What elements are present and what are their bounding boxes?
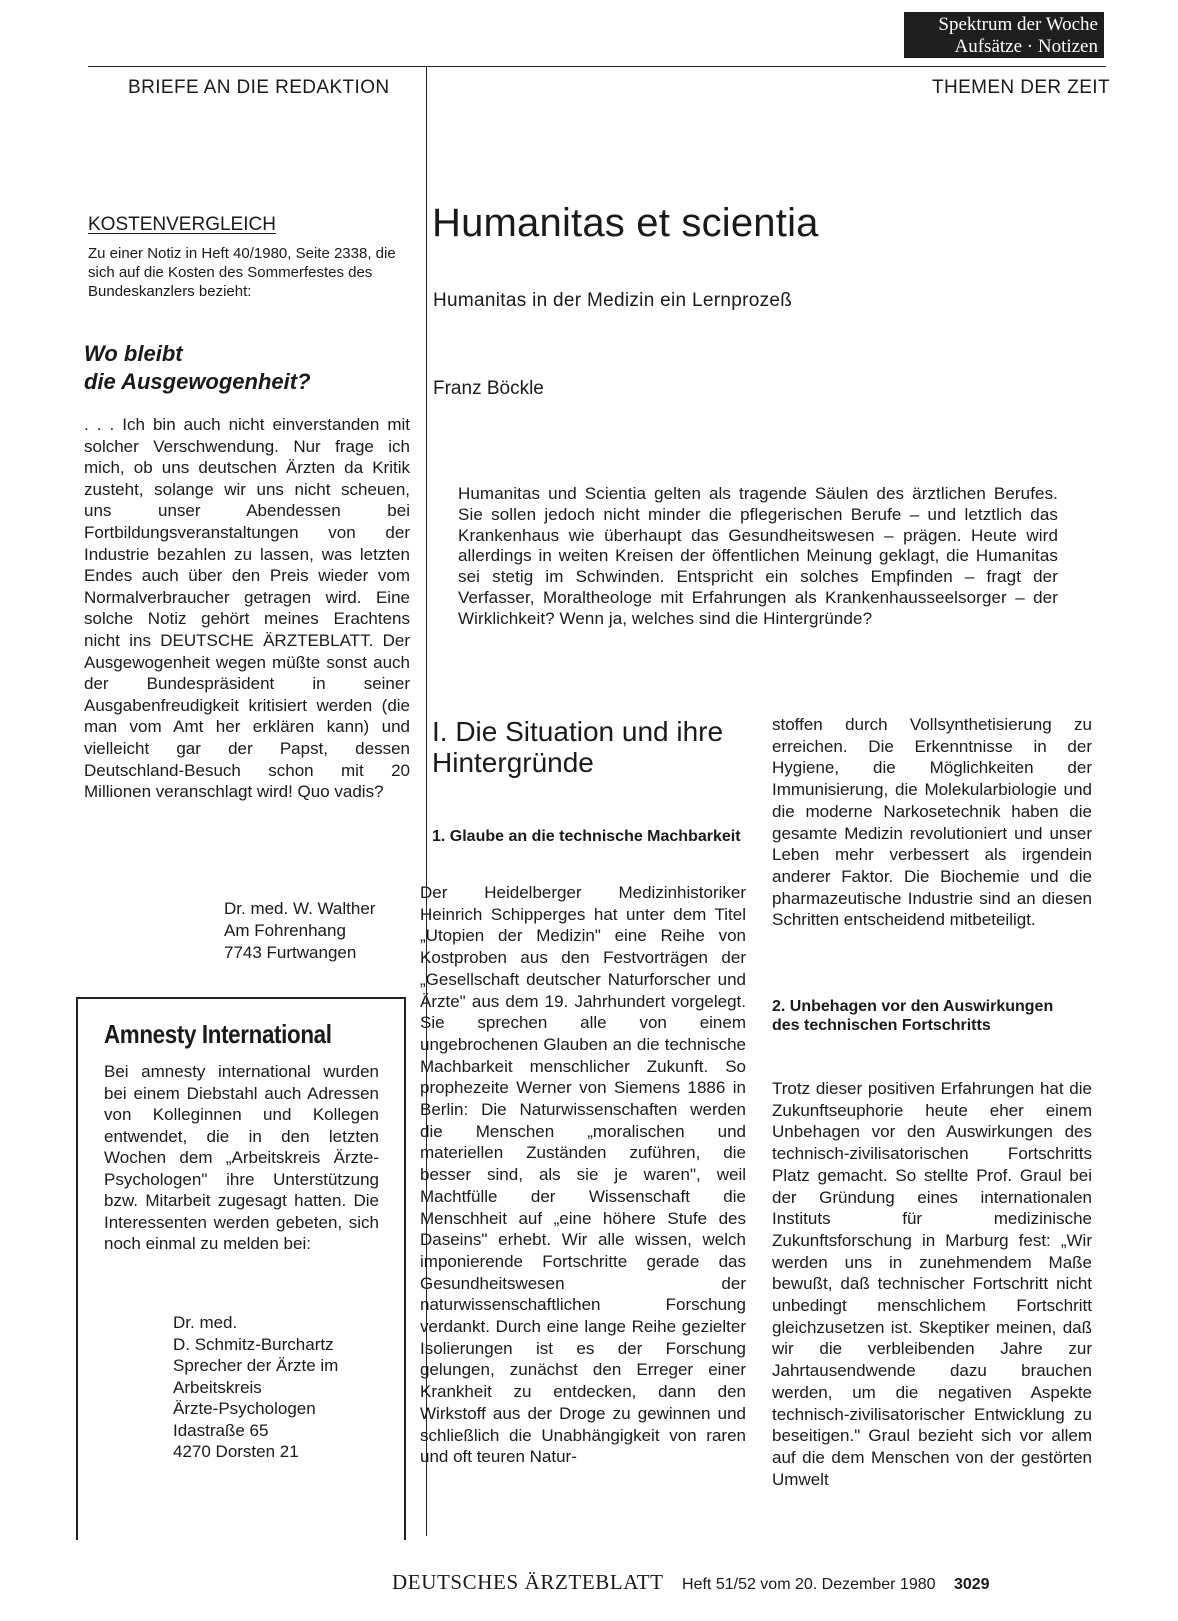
letter-signature (224, 898, 375, 964)
badge-line-2: Aufsätze · Notizen (954, 36, 1098, 57)
letter-intro: Zu einer Notiz in Heft 40/1980, Seite 2338, die sich auf die Kosten des Sommerfestes des Bundeskanzlers bezieht: (88, 245, 396, 300)
article-author: Franz Böckle (433, 378, 544, 399)
address-line: Arbeitskreis (173, 1377, 262, 1397)
section-badge (904, 12, 1104, 58)
letter-headline (84, 340, 414, 396)
article-column-2-bottom: Trotz dieser positiven Erfahrungen hat die Zukunftseuphorie heute eher einem Unbehagen vor den Auswirkungen des technisch-zivilisatorischen Fortschritts Platz gemacht. So stellte Prof. Graul bei der Gründung eines internationalen Instituts für medizinische Zukunftsforschung in Marburg fest: „Wir werden uns in zunehmendem Maße bewußt, daß technischer Fortschritt nicht unbedingt menschlichem Fortschritt gleichzusetzen ist. Skeptiker meinen, daß wir die verbleibenden Jahre zur Jahrtausendwende dazu brauchen werden, um die negativen Aspekte technisch-zivilisatorischer Entwicklung zu beseitigen." Graul bezieht sich vor allem auf die dem Menschen von der gestörten Umwelt (772, 1079, 1092, 1489)
subheading-2: 2. Unbehagen vor den Auswirkungen des technischen Fortschritts (772, 998, 1054, 1034)
amnesty-title: Amnesty International (104, 1019, 332, 1049)
signature-line: Dr. med. W. Walther (224, 899, 376, 918)
address-line: 4270 Dorsten 21 (173, 1442, 299, 1461)
address-line: Ärzte-Psychologen (173, 1399, 316, 1418)
letter-headline-line-1: Wo bleibt (84, 341, 183, 366)
address-line: D. Schmitz-Burchartz (173, 1334, 334, 1354)
article-subtitle: Humanitas in der Medizin ein Lernprozeß (433, 290, 793, 311)
header-rule (88, 66, 1106, 67)
letter-body: . . . Ich bin auch nicht einverstanden mit solcher Verschwendung. Nur frage ich mich, ob uns deutschen Ärzten da Kritik zusteht, solange wir uns nicht scheuen, uns unser Abendessen bei Fortbildungsveranstaltungen von der Industrie bezahlen zu lassen, was letzten Endes auch über den Preis wieder vom Normalverbraucher getragen wird. Eine solche Notiz gehört meines Erachtens nicht ins DEUTSCHE ÄRZTEBLATT. Der Ausgewogenheit wegen müßte sonst auch der Bundespräsident in seiner Ausgabenfreudigkeit kritisiert werden (die man vom Amt her erklären kann) und vielleicht gar der Papst, dessen Deutschland-Besuch schon mit 20 Millionen veranschlagt wird! Quo vadis? (84, 415, 410, 802)
amnesty-body: Bei amnesty international wurden bei einem Diebstahl auch Adressen von Kolleginnen und Kollegen entwendet, die in den letzten Wochen dem „Arbeitskreis Ärzte-Psychologen" ihre Unterstützung bzw. Mitarbeit zugesagt hatten. Die Interessenten werden gebeten, sich noch einmal zu melden bei: (104, 1062, 379, 1253)
amnesty-box (76, 997, 406, 1540)
footer-issue: Heft 51/52 vom 20. Dezember 1980 (682, 1576, 936, 1593)
header-right: THEMEN DER ZEIT (931, 77, 1110, 98)
signature-line: 7743 Furtwangen (224, 943, 357, 962)
letter-section-title: KOSTENVERGLEICH (88, 214, 276, 235)
address-line: Sprecher der Ärzte im (173, 1356, 339, 1375)
subheading-1: 1. Glaube an die technische Machbarkeit (432, 828, 741, 845)
page-footer (392, 1570, 990, 1595)
badge-line-1: Spektrum der Woche (938, 14, 1098, 35)
page-number: 3029 (953, 1576, 990, 1593)
section-heading: I. Die Situation und ihre Hintergründe (432, 716, 724, 778)
article-column-1: Der Heidelberger Medizinhistoriker Heinrich Schipperges hat unter dem Titel „Utopien der Medizin" eine Reihe von Kostproben aus den Festvorträgen der „Gesellschaft deutscher Naturforscher und Ärzte" aus dem 19. Jahrhundert vorgelegt. Sie sprechen alle von einem ungebrochenen Glauben an die technische Machbarkeit menschlicher Zukunft. So prophezeite Werner von Siemens 1886 in Berlin: Die Naturwissenschaften werden die Menschen „moralischen und materiellen Zuständen zuführen, die besser sind, als sie je waren", weil Machtfülle der Wissenschaft die Menschheit auf „eine höhere Stufe des Daseins" erhebt. Wir alle wissen, welch imponierende Fortschritte gerade das Gesundheitswesen der naturwissenschaftlichen Forschung verdankt. Durch eine lange Reihe gezielter Isolierungen ist es der Forschung gelungen, zunächst den Erreger einer Krankheit zu entdecken, dann den Wirkstoff aus der Droge zu gewinnen und schließlich die Unabhängigkeit von raren und oft teuren Natur- (420, 883, 746, 1467)
amnesty-address (173, 1312, 338, 1463)
footer-journal: DEUTSCHES ÄRZTEBLATT (392, 1570, 664, 1594)
letter-headline-line-2: die Ausgewogenheit? (84, 369, 311, 394)
header-left: BRIEFE AN DIE REDAKTION (128, 77, 390, 98)
signature-line: Am Fohrenhang (224, 921, 346, 940)
article-title: Humanitas et scientia (432, 201, 819, 245)
address-line: Dr. med. (173, 1313, 238, 1332)
article-abstract: Humanitas und Scientia gelten als tragende Säulen des ärztlichen Berufes. Sie sollen jedoch nicht minder die pflegerischen Berufe – und letztlich das Krankenhaus wie überhaupt das Gesundheitswesen – prägen. Heute wird allerdings in weiten Kreisen der öffentlichen Meinung geklagt, die Humanitas sei stetig im Schwinden. Entspricht ein solches Empfinden – fragt der Verfasser, Moraltheologe mit Erfahrungen als Krankenhausseelsorger – der Wirklichkeit? Wenn ja, welches sind die Hintergründe? (458, 484, 1058, 628)
address-line: Idastraße 65 (173, 1420, 269, 1440)
article-column-2-top: stoffen durch Vollsynthetisierung zu erreichen. Die Erkenntnisse in der Hygiene, die Möglichkeiten der Immunisierung, die Molekularbiologie und die moderne Narkosetechnik haben die gesamte Medizin revolutioniert und unser Leben mehr verbessert als irgendein anderer Faktor. Die Biochemie und die pharmazeutische Industrie sind an diesen Schritten entscheidend mitbeteiligt. (772, 715, 1092, 930)
